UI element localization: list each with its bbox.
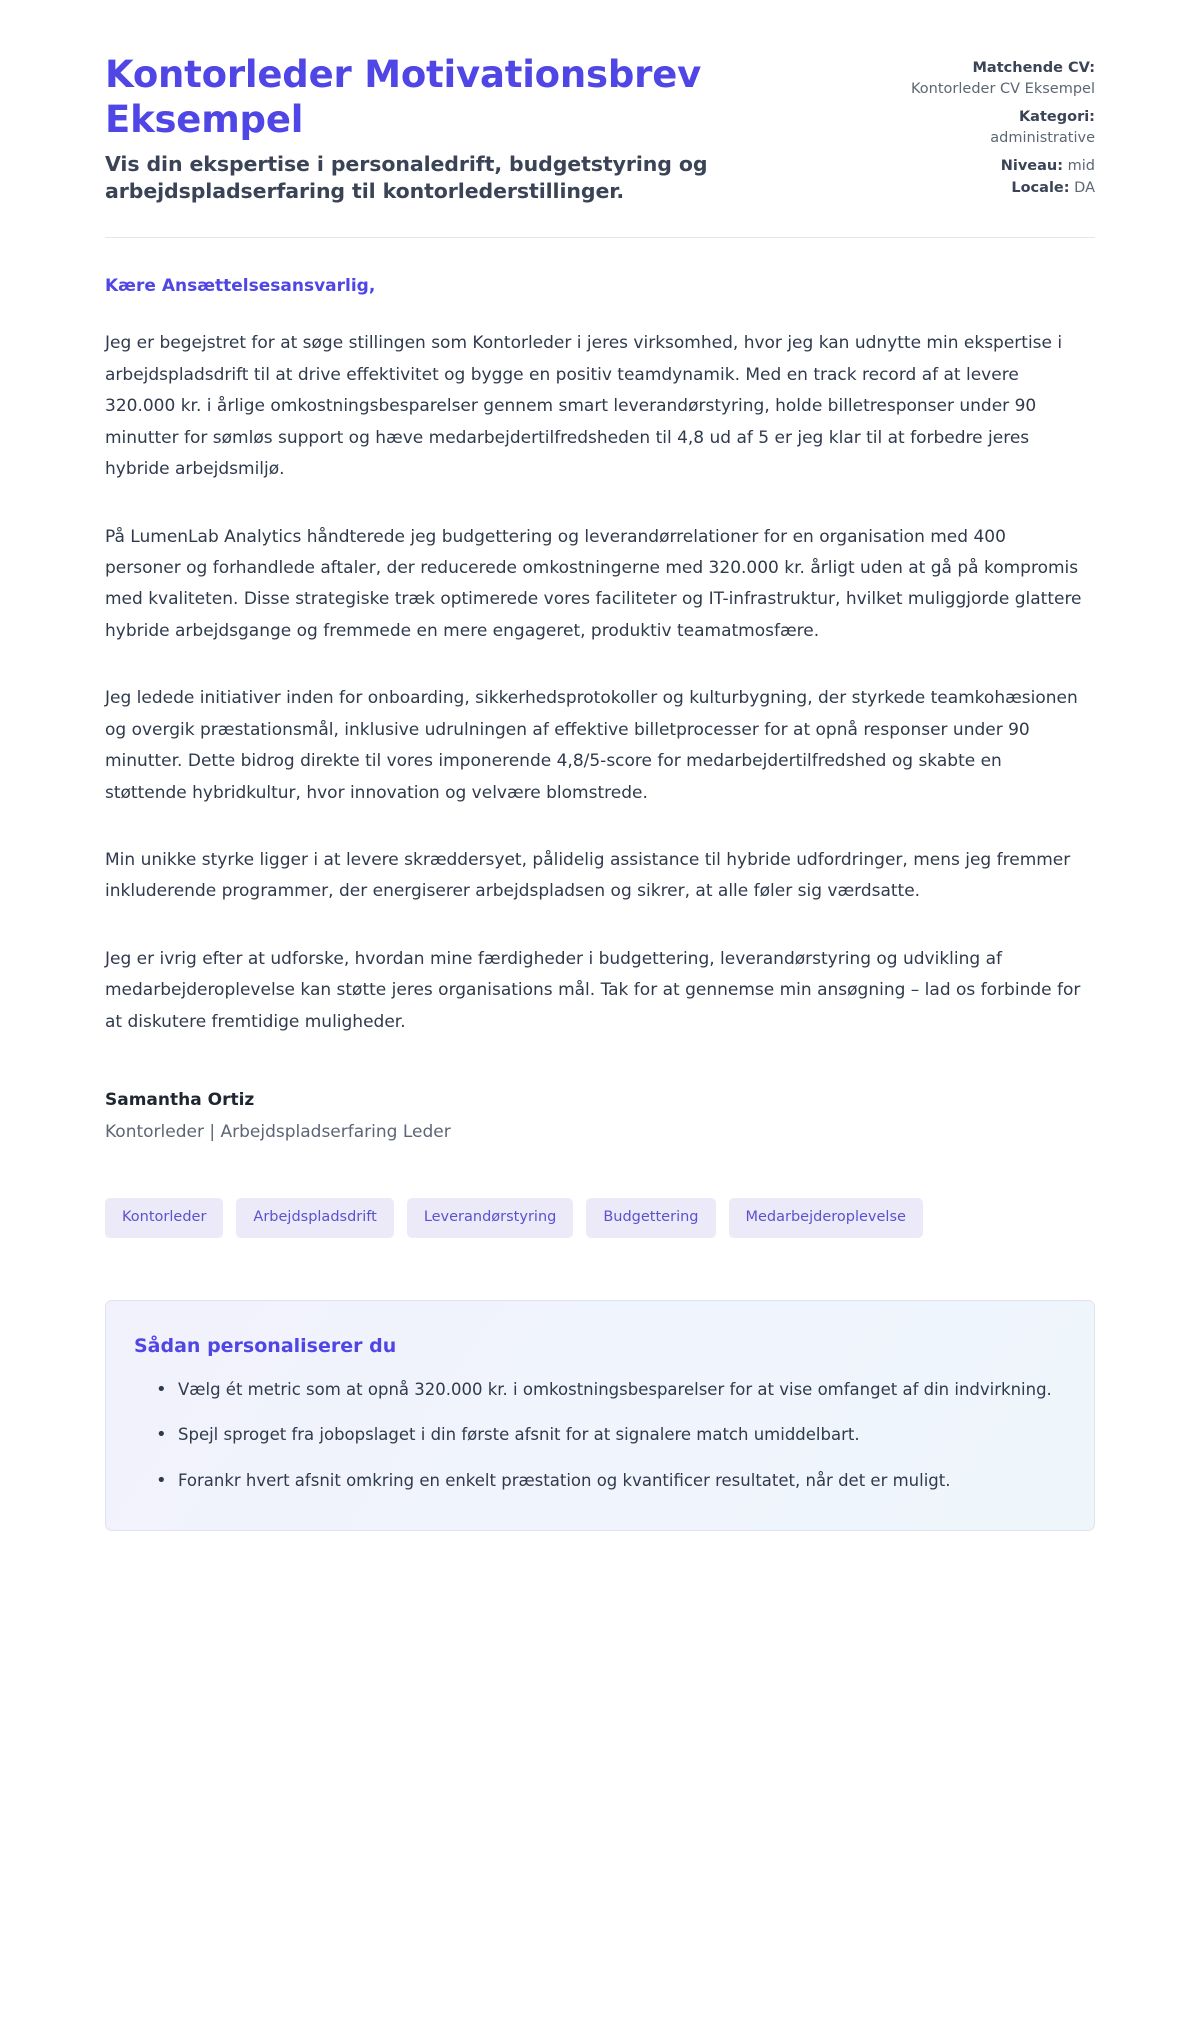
meta-matching-cv-value: Kontorleder CV Eksempel <box>911 81 1095 98</box>
tips-list-item: • Vælg ét metric som at opnå 320.000 kr. i omkostningsbesparelser for at vise omfanget af din indvirkning. <box>156 1375 1060 1405</box>
tips-list-item: • Spejl sproget fra jobopslaget i din første afsnit for at signalere match umiddelbart. <box>156 1420 1060 1450</box>
document-header <box>105 52 1095 205</box>
cover-letter-body <box>105 238 1095 1038</box>
meta-level-label: Niveau: <box>1000 158 1064 175</box>
tag-item[interactable]: Kontorleder <box>105 1198 223 1237</box>
meta-category-value: administrative <box>990 130 1095 147</box>
meta-category <box>911 107 1095 149</box>
meta-matching-cv <box>911 58 1095 100</box>
tag-list <box>105 1198 1095 1237</box>
signature-block <box>105 1090 1095 1142</box>
tips-list-item: • Forankr hvert afsnit omkring en enkelt præstation og kvantificer resultatet, når det er muligt. <box>156 1466 1060 1496</box>
letter-paragraph: Jeg ledede initiativer inden for onboarding, sikkerhedsprotokoller og kulturbygning, der styrkede teamkohæsionen og overgik præstationsmål, inklusive udrulningen af effektive billetprocesser for at opnå responser under 90 minutter. Dette bidrog direkte til vores imponerende 4,8/5-score for medarbejdertilfredshed og skabte en støttende hybridkultur, hvor innovation og velvære blomstrede. <box>105 688 1078 803</box>
letter-paragraph: På LumenLab Analytics håndterede jeg budgettering og leverandørrelationer for en organisation med 400 personer og forhandlede aftaler, der reducerede omkostningerne med 320.000 kr. årligt uden at gå på kompromis med kvaliteten. Disse strategiske træk optimerede vores faciliteter og IT-infrastruktur, hvilket muliggjorde glattere hybride arbejdsgange og fremmede en mere engageret, produktiv teamatmosfære. <box>105 526 1082 641</box>
tag-item[interactable]: Medarbejderoplevelse <box>729 1198 923 1237</box>
tips-list <box>134 1375 1060 1496</box>
tag-item[interactable]: Arbejdspladsdrift <box>236 1198 393 1237</box>
meta-level <box>911 156 1095 177</box>
meta-category-label: Kategori: <box>1018 109 1095 126</box>
letter-paragraph: Jeg er ivrig efter at udforske, hvordan mine færdigheder i budgettering, leverandørstyring og udvikling af medarbejderoplevelse kan støtte jeres organisations mål. Tak for at gennemse min ansøgning – lad os forbinde for at diskutere fremtidige muligheder. <box>105 948 1081 1032</box>
page-subtitle: Vis din ekspertise i personaledrift, budgetstyring og arbejdspladserfaring til kontorlederstillinger. <box>105 152 708 204</box>
meta-matching-cv-label: Matchende CV: <box>972 60 1095 76</box>
header-title-block <box>105 52 865 205</box>
meta-locale <box>911 178 1095 199</box>
meta-locale-value: DA <box>1074 180 1095 197</box>
tag-item[interactable]: Leverandørstyring <box>407 1198 574 1237</box>
signature-name: Samantha Ortiz <box>105 1090 255 1111</box>
letter-paragraph: Jeg er begejstret for at søge stillingen som Kontorleder i jeres virksomhed, hvor jeg kan udnytte min ekspertise i arbejdspladsdrift til at drive effektivitet og bygge en positiv teamdynamik. Med en track record af at levere 320.000 kr. i årlige omkostningsbesparelser gennem smart leverandørstyring, holde billetresponser under 90 minutter for sømløs support og hæve medarbejdertilfredsheden til 4,8 ud af 5 er jeg klar til at forbedre jeres hybride arbejdsmiljø. <box>105 333 1063 480</box>
personalization-tips-card <box>105 1300 1095 1531</box>
meta-level-value: mid <box>1067 158 1095 175</box>
letter-paragraph: Min unikke styrke ligger i at levere skræddersyet, pålidelig assistance til hybride udfordringer, mens jeg fremmer inkluderende programmer, der energiserer arbejdspladsen og sikrer, at alle føler sig værdsatte. <box>105 850 1071 902</box>
tag-item[interactable]: Budgettering <box>586 1198 715 1237</box>
signature-role: Kontorleder | Arbejdspladserfaring Leder <box>105 1122 451 1143</box>
letter-salutation: Kære Ansættelsesansvarlig, <box>105 276 376 297</box>
document-metadata-panel <box>911 52 1095 200</box>
tips-title: Sådan personaliserer du <box>134 1334 397 1357</box>
page-title: Kontorleder Motivationsbrev Eksempel <box>105 53 702 142</box>
meta-locale-label: Locale: <box>1011 180 1070 197</box>
